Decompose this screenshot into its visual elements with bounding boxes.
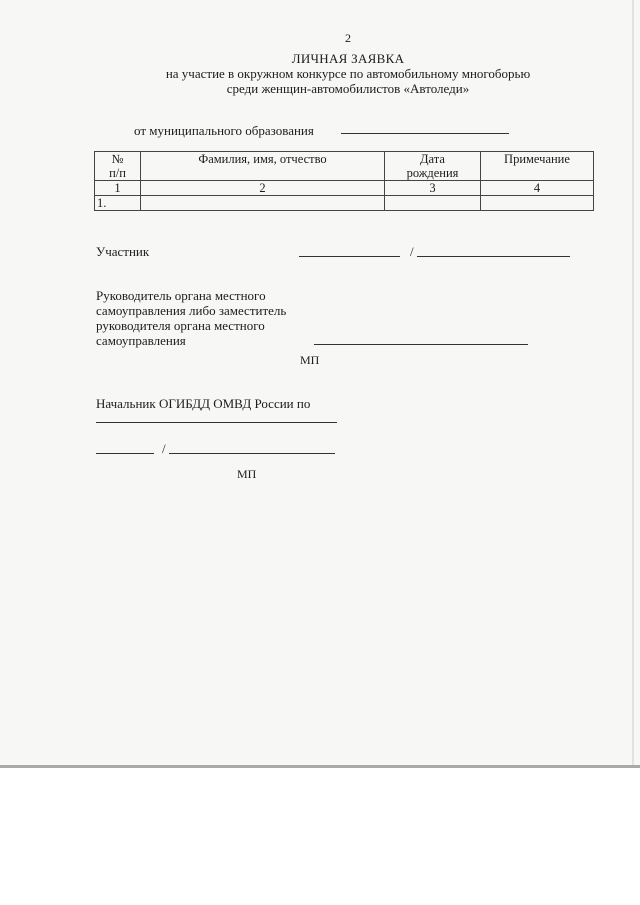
head-label [96, 288, 286, 348]
col-num-3: 3 [385, 181, 481, 196]
gibdd-slash: / [162, 441, 166, 456]
col-num-2: 2 [141, 181, 385, 196]
participants-table [94, 151, 594, 211]
subtitle-line-1: на участие в окружном конкурсе по автомобильному многоборью [165, 66, 531, 81]
table-header-row [95, 152, 594, 181]
head-label-line-3: руководителя органа местного [96, 318, 265, 333]
stamp-label-1: МП [300, 353, 320, 367]
gibdd-label: Начальник ОГИБДД ОМВД России по [96, 396, 311, 411]
col-num-4: 4 [481, 181, 594, 196]
page-number: 2 [345, 31, 351, 45]
municipality-label: от муниципального образования [134, 123, 314, 138]
gibdd-signature-line[interactable] [96, 441, 154, 454]
municipality-blank-line[interactable] [341, 121, 509, 134]
row-birth-cell[interactable] [385, 196, 481, 211]
participant-label: Участник [96, 244, 150, 259]
header-birth-date: Дата рождения [385, 152, 481, 181]
row-name-cell[interactable] [141, 196, 385, 211]
col-num-1: 1 [95, 181, 141, 196]
document-title: ЛИЧНАЯ ЗАЯВКА [291, 51, 405, 66]
head-label-line-4: самоуправления [96, 333, 186, 348]
participant-signature-line[interactable] [299, 244, 400, 257]
gibdd-district-line[interactable] [96, 411, 337, 423]
head-label-line-2: самоуправления либо заместитель [96, 303, 287, 318]
subtitle-line-2: среди женщин-автомобилистов «Автоледи» [226, 81, 470, 96]
head-label-line-1: Руководитель органа местного [96, 288, 266, 303]
stamp-label-2: МП [237, 467, 257, 481]
table-number-row [95, 181, 594, 196]
gibdd-name-line[interactable] [169, 441, 335, 454]
row-note-cell[interactable] [481, 196, 594, 211]
table-row [95, 196, 594, 211]
head-signature-line[interactable] [314, 333, 528, 345]
row-number-cell: 1. [95, 196, 141, 211]
header-number: № п/п [95, 152, 141, 181]
document-subtitle [0, 66, 640, 96]
participant-name-line[interactable] [417, 244, 570, 257]
participant-slash: / [410, 244, 414, 259]
header-note: Примечание [481, 152, 594, 181]
header-full-name: Фамилия, имя, отчество [141, 152, 385, 181]
